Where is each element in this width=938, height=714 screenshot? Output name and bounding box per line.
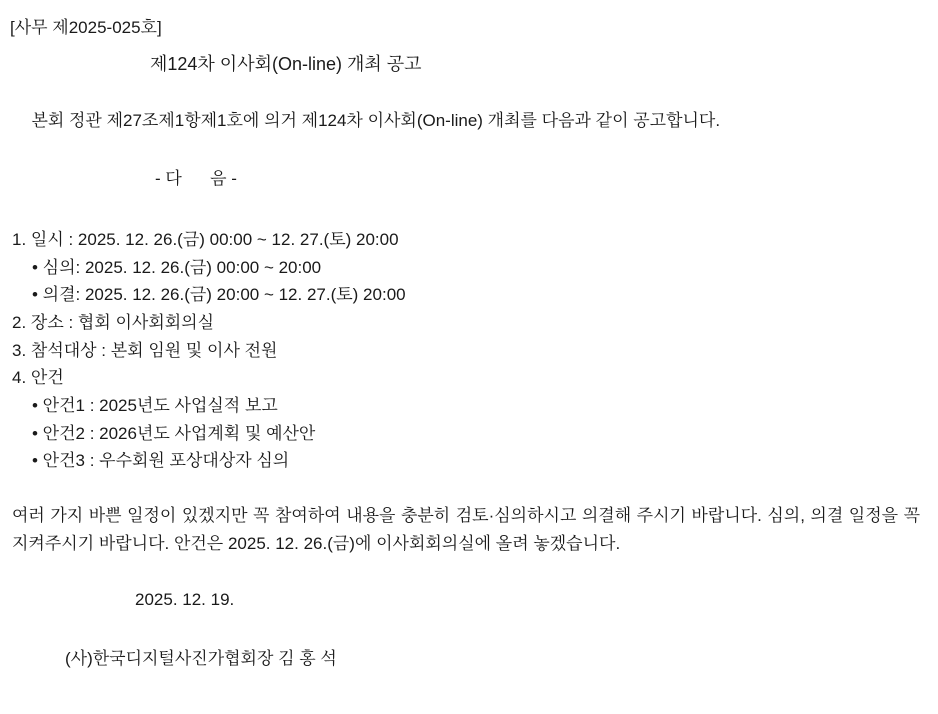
damum-divider-label: - 다 음 -	[155, 169, 237, 189]
document-signature: (사)한국디지털사진가협회장 김 홍 석	[65, 648, 337, 668]
list-item: 1. 일시 : 2025. 12. 26.(금) 00:00 ~ 12. 27.(토) 20:00	[12, 230, 399, 250]
agenda-list	[10, 228, 920, 474]
list-item: • 심의: 2025. 12. 26.(금) 00:00 ~ 20:00	[32, 257, 322, 277]
list-item: 3. 참석대상 : 본회 임원 및 이사 전원	[12, 340, 278, 360]
list-item: • 안건2 : 2026년도 사업계획 및 예산안	[32, 423, 316, 443]
document-number: [사무 제2025-025호]	[10, 18, 162, 37]
list-item: 4. 안건	[12, 368, 64, 388]
document-intro-paragraph: 본회 정관 제27조제1항제1호에 의거 제124차 이사회(On-line) 개최를 다음과 같이 공고합니다.	[22, 110, 721, 130]
closing-paragraph: 여러 가지 바쁜 일정이 있겠지만 꼭 참여하여 내용을 충분히 검토·심의하시고 의결해 주시기 바랍니다. 심의, 의결 일정을 꼭 지켜주시기 바랍니다. 안건은 2025. 12. 26.(금)에 이사회회의실에 올려 놓겠습니다.	[12, 505, 920, 553]
list-item: • 안건1 : 2025년도 사업실적 보고	[32, 395, 278, 415]
list-item: 2. 장소 : 협회 이사회회의실	[12, 312, 215, 332]
list-item: • 안건3 : 우수회원 포상대상자 심의	[32, 451, 290, 471]
document-title: 제124차 이사회(On-line) 개최 공고	[150, 53, 422, 74]
list-item: • 의결: 2025. 12. 26.(금) 20:00 ~ 12. 27.(토) 20:00	[32, 285, 406, 305]
document-date: 2025. 12. 19.	[135, 589, 235, 609]
